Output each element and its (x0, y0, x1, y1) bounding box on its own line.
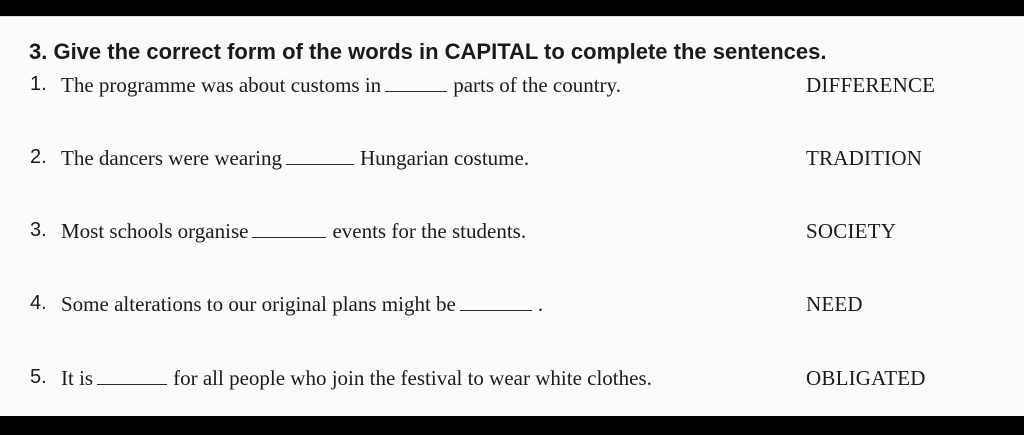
item-number: 4. (30, 292, 47, 314)
answer-blank[interactable] (252, 219, 326, 238)
sentence-before-blank: Some alterations to our original plans might be (61, 292, 456, 316)
exercise-item-2 (30, 146, 1010, 176)
item-number: 2. (30, 146, 47, 168)
item-number: 1. (30, 73, 47, 95)
exercise-heading: 3. Give the correct form of the words in CAPITAL to complete the sentences. (29, 39, 827, 64)
item-sentence (61, 366, 652, 391)
sentence-after-blank: Hungarian costume. (359, 146, 530, 170)
sentence-after-blank: for all people who join the festival to wear white clothes. (173, 366, 652, 390)
exercise-item-3 (30, 219, 1010, 249)
item-number: 3. (30, 219, 47, 241)
sentence-after-blank: events for the students. (332, 219, 527, 243)
capital-word: TRADITION (806, 146, 923, 170)
sentence-before-blank: Most schools organise (61, 219, 249, 243)
exercise-item-4 (30, 292, 1010, 322)
exercise-item-5 (30, 366, 1010, 396)
capital-word: DIFFERENCE (806, 73, 936, 97)
capital-word: NEED (806, 292, 863, 316)
sentence-after-blank: parts of the country. (453, 73, 621, 97)
answer-blank[interactable] (97, 366, 167, 385)
item-sentence (61, 73, 621, 98)
item-number: 5. (30, 366, 47, 388)
exercise-item-1 (30, 73, 1010, 103)
worksheet-page (0, 16, 1024, 416)
sentence-before-blank: It is (61, 366, 94, 390)
item-sentence (61, 292, 543, 317)
item-sentence (61, 219, 526, 244)
sentence-before-blank: The programme was about customs in (61, 73, 382, 97)
sentence-after-blank: . (537, 292, 544, 316)
answer-blank[interactable] (385, 73, 447, 92)
capital-word: SOCIETY (806, 219, 897, 243)
sentence-before-blank: The dancers were wearing (61, 146, 282, 170)
answer-blank[interactable] (286, 146, 354, 165)
capital-word: OBLIGATED (806, 366, 926, 390)
answer-blank[interactable] (460, 292, 532, 311)
bottom-black-bar (0, 416, 1024, 435)
item-sentence (61, 146, 529, 171)
